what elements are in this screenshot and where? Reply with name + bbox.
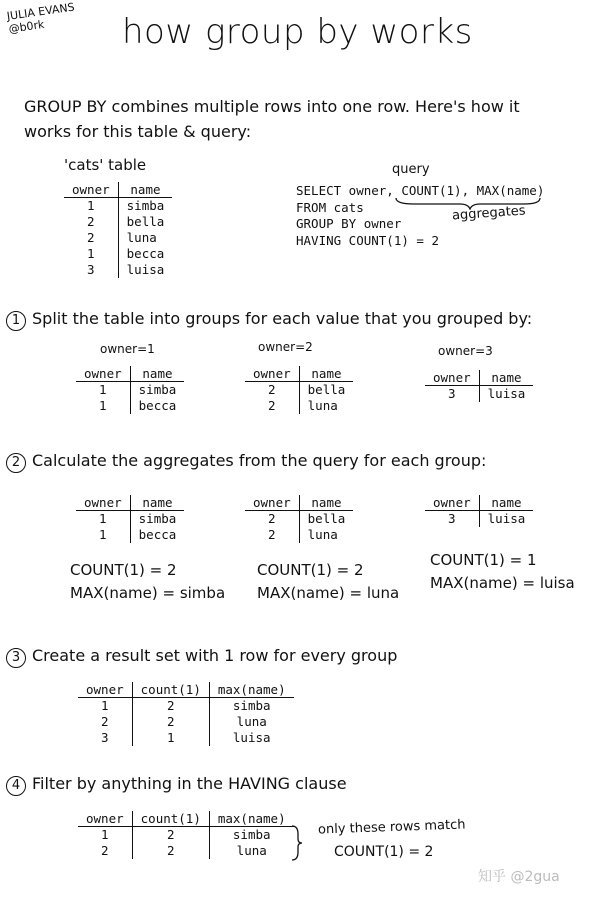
max-cell: luna — [236, 714, 267, 729]
table-row — [64, 230, 172, 246]
filter-note-1: only these rows match — [317, 817, 466, 838]
step-1-heading — [6, 309, 532, 331]
group-label-owner-2: owner=2 — [258, 340, 313, 354]
name-cell: bella — [307, 511, 346, 526]
owner-cell: 1 — [78, 698, 132, 715]
max-cell: luisa — [232, 730, 271, 745]
watermark: 知乎 @2gua — [478, 869, 560, 885]
header-owner: owner — [425, 495, 479, 511]
owner-cell: 1 — [78, 827, 132, 844]
owner-cell: 2 — [245, 527, 299, 543]
owner-cell: 3 — [425, 511, 479, 528]
aggregate-table-owner-3 — [425, 495, 533, 527]
header-owner: owner — [78, 811, 132, 827]
name-cell: simba — [138, 511, 177, 526]
count-cell: 2 — [132, 714, 209, 730]
table-row — [245, 527, 353, 543]
owner-cell: 1 — [64, 198, 118, 215]
cats-header-owner: owner — [64, 182, 118, 198]
aggregate-table-owner-2 — [245, 495, 353, 543]
header-owner: owner — [78, 682, 132, 698]
owner-cell: 2 — [245, 398, 299, 414]
filter-brace — [290, 824, 304, 862]
step-4-text: Filter by anything in the HAVING clause — [32, 774, 347, 793]
header-owner: owner — [245, 495, 299, 511]
step-1-text: Split the table into groups for each value that you grouped by: — [32, 309, 533, 328]
owner-cell: 3 — [425, 386, 479, 403]
owner-cell: 1 — [76, 527, 130, 543]
owner-cell: 3 — [78, 730, 132, 746]
max-cell: simba — [232, 698, 271, 713]
table-row — [76, 511, 184, 528]
owner-cell: 1 — [76, 382, 130, 399]
result-set-table — [78, 682, 294, 746]
aggregates-label: aggregates — [451, 203, 527, 224]
table-row — [245, 511, 353, 528]
owner-cell: 2 — [78, 843, 132, 859]
query-line: SELECT owner, COUNT(1), MAX(name) — [296, 183, 545, 198]
count-result: COUNT(1) = 2 — [257, 561, 364, 579]
author-name: JULIA EVANS — [6, 0, 76, 23]
cats-table-caption: 'cats' table — [64, 156, 147, 174]
header-max: max(name) — [209, 682, 293, 698]
cats-table — [64, 182, 172, 278]
header-owner: owner — [76, 495, 130, 511]
step-3-heading — [6, 646, 397, 668]
max-cell: luna — [236, 843, 267, 858]
count-cell: 2 — [132, 843, 209, 859]
step-number-2: 2 — [6, 453, 26, 473]
owner-cell: 2 — [245, 382, 299, 399]
step-number-3: 3 — [6, 648, 26, 668]
count-cell: 2 — [132, 698, 209, 715]
name-cell: bella — [126, 214, 165, 229]
group-table-owner-2 — [245, 366, 353, 414]
table-row — [64, 214, 172, 230]
table-row — [245, 398, 353, 414]
table-row — [78, 730, 294, 746]
name-cell: luna — [126, 230, 157, 245]
table-row — [78, 827, 294, 844]
aggregate-results-owner-2 — [257, 559, 399, 605]
table-row — [425, 511, 533, 528]
step-number-1: 1 — [6, 311, 26, 331]
table-row — [245, 382, 353, 399]
query-line: HAVING COUNT(1) = 2 — [296, 232, 439, 248]
header-name: name — [130, 495, 184, 511]
page-title: how group by works — [122, 12, 473, 52]
header-name: name — [479, 495, 533, 511]
step-3-text: Create a result set with 1 row for every group — [32, 646, 398, 665]
intro-line-1: GROUP BY combines multiple rows into one row. Here's how it — [24, 97, 520, 116]
table-row — [78, 714, 294, 730]
count-result: COUNT(1) = 2 — [70, 561, 177, 579]
max-cell: simba — [232, 827, 271, 842]
header-name: name — [479, 370, 533, 386]
owner-cell: 2 — [78, 714, 132, 730]
author-handle: @b0rk — [7, 17, 46, 36]
name-cell: luna — [307, 398, 338, 413]
group-label-owner-1: owner=1 — [100, 342, 155, 356]
max-result: MAX(name) = simba — [70, 584, 226, 602]
name-cell: luisa — [487, 511, 526, 526]
header-owner: owner — [425, 370, 479, 386]
name-cell: luisa — [487, 386, 526, 401]
table-row — [64, 198, 172, 215]
owner-cell: 1 — [76, 398, 130, 414]
intro-text — [24, 94, 520, 144]
header-name: name — [299, 495, 353, 511]
owner-cell: 2 — [245, 511, 299, 528]
count-cell: 1 — [132, 730, 209, 746]
group-table-owner-3 — [425, 370, 533, 402]
step-2-heading — [6, 451, 486, 473]
name-cell: luisa — [126, 262, 165, 277]
table-row — [78, 698, 294, 715]
table-row — [425, 386, 533, 403]
count-result: COUNT(1) = 1 — [430, 551, 537, 569]
step-number-4: 4 — [6, 776, 26, 796]
header-owner: owner — [76, 366, 130, 382]
name-cell: simba — [138, 382, 177, 397]
table-row — [76, 382, 184, 399]
aggregate-table-owner-1 — [76, 495, 184, 543]
query-line: FROM cats — [296, 199, 364, 215]
name-cell: luna — [307, 527, 338, 542]
table-row — [76, 527, 184, 543]
header-name: name — [130, 366, 184, 382]
aggregate-results-owner-1 — [70, 559, 225, 605]
filter-note-2: COUNT(1) = 2 — [334, 844, 434, 860]
aggregate-results-owner-3 — [430, 549, 575, 595]
query-line: GROUP BY owner — [296, 216, 402, 231]
header-name: name — [299, 366, 353, 382]
cats-header-name: name — [118, 182, 172, 198]
name-cell: simba — [126, 198, 165, 213]
filtered-result-table — [78, 811, 294, 859]
max-result: MAX(name) = luna — [257, 584, 400, 602]
query-label: query — [392, 162, 430, 177]
header-count: count(1) — [132, 682, 209, 698]
name-cell: becca — [138, 398, 177, 413]
owner-cell: 2 — [64, 230, 118, 246]
table-row — [78, 843, 294, 859]
step-4-heading — [6, 774, 347, 796]
group-label-owner-3: owner=3 — [438, 344, 493, 358]
name-cell: becca — [126, 246, 165, 261]
owner-cell: 1 — [76, 511, 130, 528]
intro-line-2: works for this table & query: — [24, 122, 252, 141]
max-result: MAX(name) = luisa — [430, 574, 575, 592]
group-table-owner-1 — [76, 366, 184, 414]
count-cell: 2 — [132, 827, 209, 844]
name-cell: bella — [307, 382, 346, 397]
step-2-text: Calculate the aggregates from the query for each group: — [32, 451, 487, 470]
table-row — [64, 246, 172, 262]
owner-cell: 3 — [64, 262, 118, 278]
header-max: max(name) — [209, 811, 293, 827]
header-count: count(1) — [132, 811, 209, 827]
table-row — [64, 262, 172, 278]
name-cell: becca — [138, 527, 177, 542]
owner-cell: 1 — [64, 246, 118, 262]
header-owner: owner — [245, 366, 299, 382]
table-row — [76, 398, 184, 414]
owner-cell: 2 — [64, 214, 118, 230]
author-signature — [6, 1, 77, 36]
